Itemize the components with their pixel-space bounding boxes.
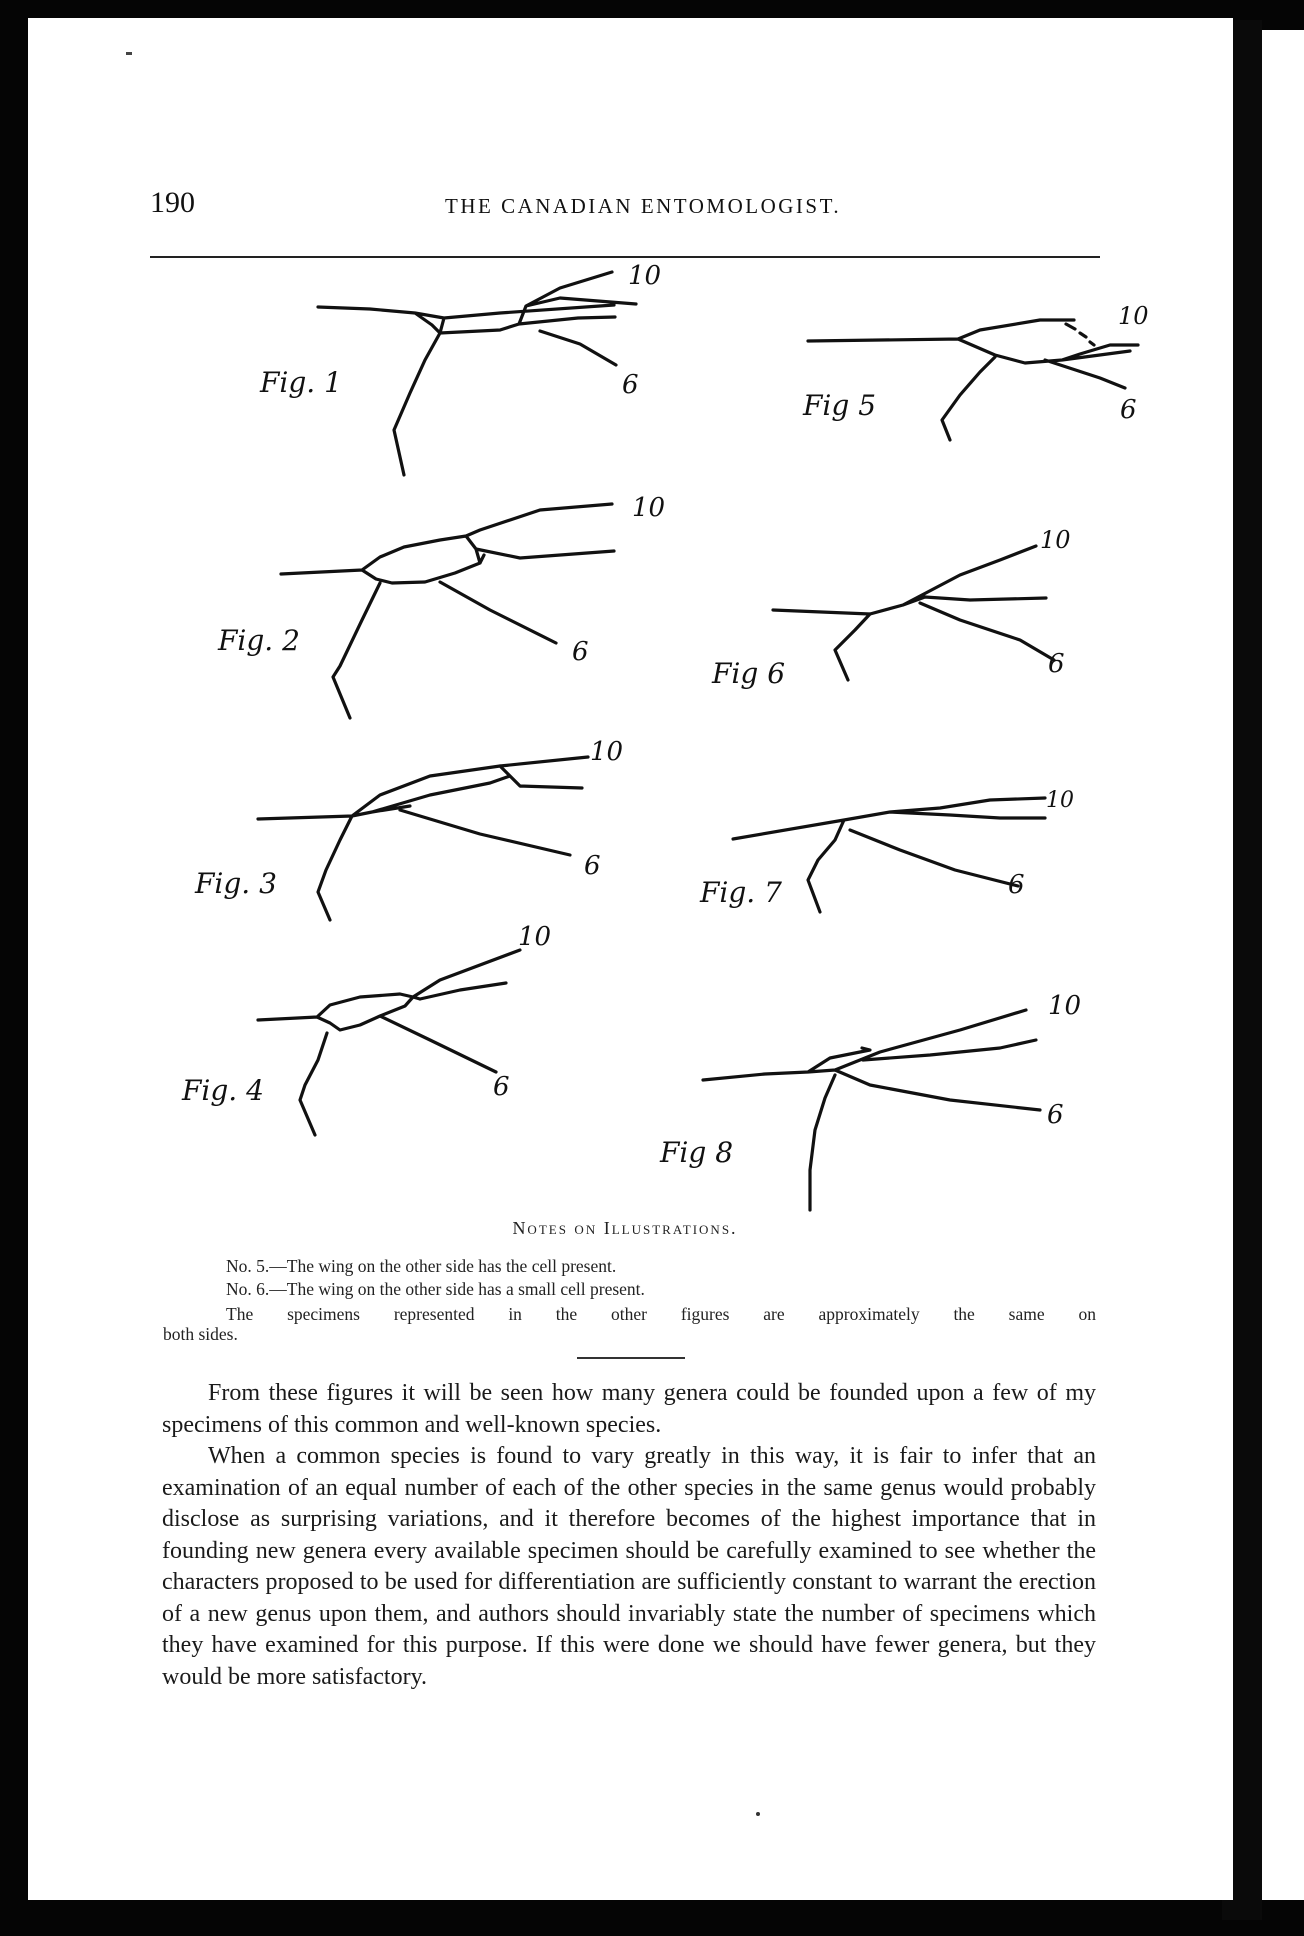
notes-heading: Notes on Illustrations.	[512, 1218, 738, 1238]
fig5-label: Fig 5	[803, 389, 877, 422]
fig7-label: Fig. 7	[700, 876, 782, 909]
fig4-vein-10: 10	[518, 922, 552, 952]
note-item-6: No. 6.—The wing on the other side has a small cell present.	[226, 1279, 645, 1299]
fig3-veins	[258, 757, 588, 920]
fig4-veins	[258, 950, 520, 1135]
figure-1	[259, 261, 661, 475]
fig4-vein-6: 6	[493, 1072, 510, 1102]
fig3-label: Fig. 3	[195, 867, 277, 900]
fig1-vein-10: 10	[628, 261, 662, 291]
note-item-5: No. 5.—The wing on the other side has the cell present.	[226, 1256, 617, 1276]
fig7-vein-10: 10	[1046, 788, 1074, 813]
fig8-vein-6: 6	[1047, 1100, 1064, 1130]
section-divider	[577, 1357, 685, 1359]
fig6-veins	[773, 546, 1054, 680]
fig8-veins	[703, 1010, 1040, 1210]
figure-6	[711, 526, 1071, 690]
fig6-vein-6: 6	[1048, 649, 1065, 679]
figure-3	[194, 737, 623, 920]
fig6-label: Fig 6	[712, 657, 786, 690]
figure-7	[699, 788, 1074, 912]
fig2-vein-10: 10	[632, 493, 666, 523]
fig5-dotted-vein	[1066, 324, 1094, 345]
journal-title: THE CANADIAN ENTOMOLOGIST.	[445, 194, 842, 218]
figure-4	[181, 922, 551, 1135]
page-number: 190	[150, 186, 195, 219]
body-text	[162, 1378, 1096, 1693]
fig8-vein-10: 10	[1048, 991, 1082, 1021]
figure-5	[802, 302, 1149, 440]
paragraph-2: When a common species is found to vary greatly in this way, it is fair to infer that an examination of an equal number of each of the other species in the same genus would probably disclose as surprising variations, and it therefore becomes of the highest importance that in founding new genera every available specimen should be carefully examined to see whether the characters proposed to be used for differentiation are sufficiently constant to warrant the erection of a new genus upon them, and authors should invariably state the number of specimens which they have examined for this purpose. If this were done we should have fewer genera, but they would be more satisfactory.	[162, 1443, 1096, 1690]
fig2-label: Fig. 2	[218, 624, 300, 657]
fig1-veins	[318, 272, 636, 475]
note-general-line2: both sides.	[163, 1324, 238, 1344]
fig5-vein-10: 10	[1118, 302, 1149, 330]
fig2-vein-6: 6	[572, 637, 589, 667]
fig3-vein-6: 6	[584, 851, 601, 881]
fig5-veins	[808, 320, 1138, 440]
fig4-label: Fig. 4	[182, 1074, 264, 1107]
fig2-veins	[281, 504, 614, 718]
fig7-vein-6: 6	[1008, 870, 1025, 900]
fig3-vein-10: 10	[590, 737, 624, 767]
fig1-vein-6: 6	[622, 370, 639, 400]
fig1-label: Fig. 1	[260, 366, 342, 399]
fig5-vein-6: 6	[1120, 395, 1137, 425]
figure-8	[659, 991, 1081, 1210]
figure-2	[217, 493, 665, 718]
fig8-label: Fig 8	[660, 1136, 734, 1169]
scan-speck	[756, 1812, 760, 1816]
fig6-vein-10: 10	[1040, 526, 1071, 554]
paragraph-1: From these figures it will be seen how many genera could be founded upon a few of my specimens of this common and well-known species.	[162, 1380, 1096, 1438]
note-general-line1: The specimens represented in the other figures are approximately the same on	[226, 1304, 1096, 1324]
